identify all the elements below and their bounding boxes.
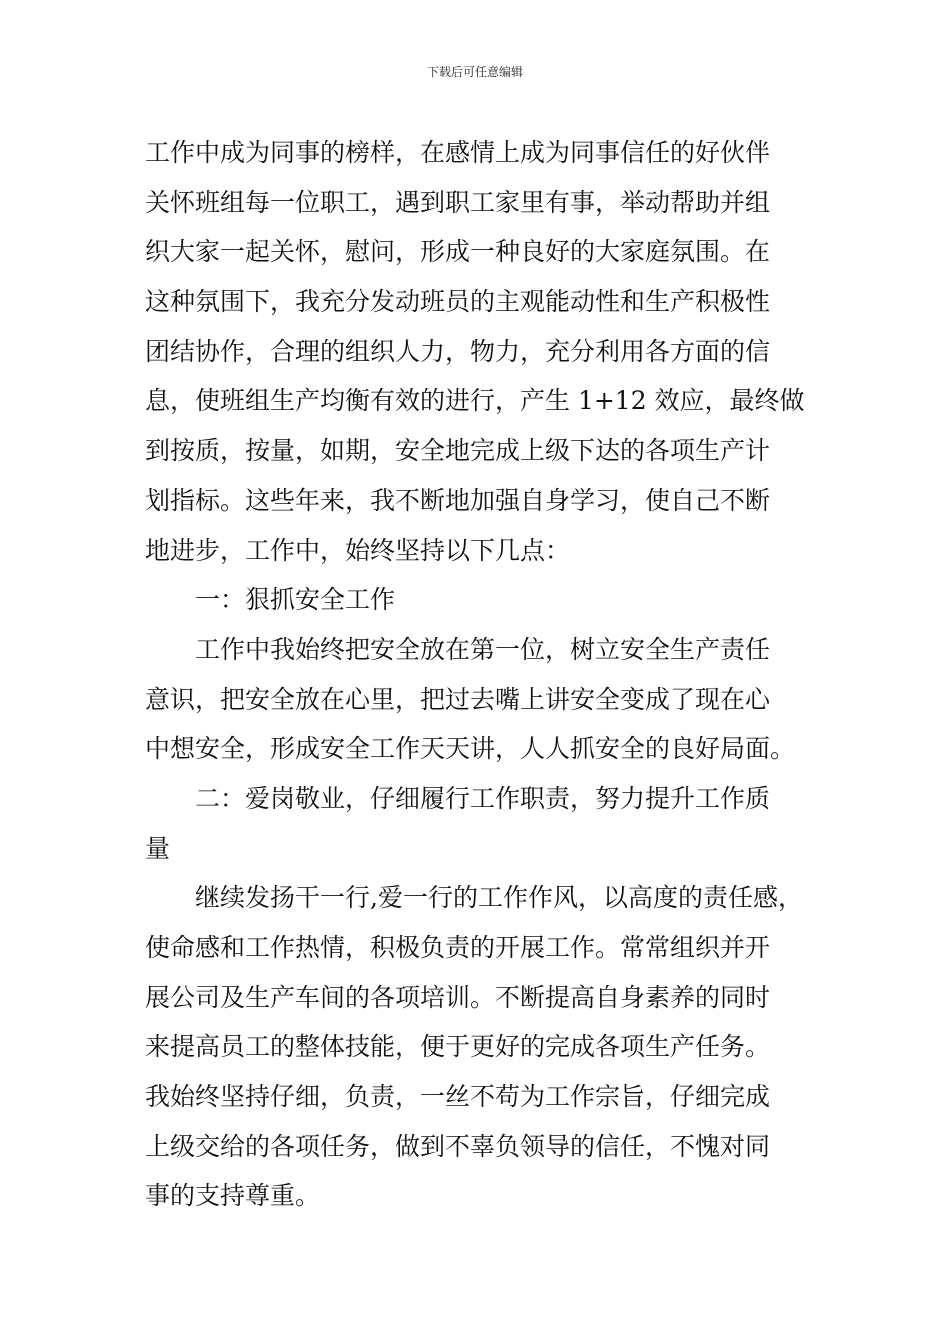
text-line: 工作中成为同事的榜样，在感情上成为同事信任的好伙伴 — [145, 138, 771, 167]
document-body — [145, 128, 815, 1221]
text-line: 工作中我始终把安全放在第一位，树立安全生产责任 — [195, 634, 771, 664]
text-line: 团结协作，合理的组织人力，物力，充分利用各方面的信 — [145, 336, 771, 366]
page-header: 下载后可任意编辑 — [426, 65, 523, 79]
text-line: 意识，把安全放在心里，把过去嘴上讲安全变成了现在心 — [145, 684, 771, 714]
section-heading-1: 一：狠抓安全工作 — [195, 585, 396, 615]
text-line: 事的支持尊重。 — [145, 1181, 321, 1211]
text-line: 息，使班组生产均衡有效的进行，产生 1+12 效应，最终做 — [145, 386, 805, 416]
text-line: 到按质，按量，如期，安全地完成上级下达的各项生产计 — [145, 436, 771, 466]
text-line: 中想安全，形成安全工作天天讲，人人抓安全的良好局面。 — [145, 734, 796, 764]
text-line: 划指标。这些年来，我不断地加强自身学习，使自己不断 — [145, 485, 771, 515]
text-line: 地进步，工作中，始终坚持以下几点： — [145, 535, 571, 565]
text-line: 关怀班组每一位职工，遇到职工家里有事，举动帮助并组 — [145, 187, 771, 217]
section-heading-2: 二：爱岗敬业，仔细履行工作职责，努力提升工作质 — [195, 783, 771, 813]
text-line: 来提高员工的整体技能，便于更好的完成各项生产任务。 — [145, 1032, 771, 1062]
text-line: 展公司及生产车间的各项培训。不断提高自身素养的同时 — [145, 982, 771, 1012]
text-line: 这种氛围下，我充分发动班员的主观能动性和生产积极性 — [145, 287, 771, 317]
section-heading-2-continued: 量 — [145, 833, 171, 863]
text-line: 上级交给的各项任务，做到不辜负领导的信任，不愧对同 — [145, 1131, 771, 1161]
text-line: 使命感和工作热情，积极负责的开展工作。常常组织并开 — [145, 933, 771, 962]
text-line: 我始终坚持仔细，负责，一丝不苟为工作宗旨，仔细完成 — [145, 1082, 771, 1112]
text-line: 织大家一起关怀，慰问，形成一种良好的大家庭氛围。在 — [145, 237, 771, 267]
text-line: 继续发扬干一行,爱一行的工作作风，以高度的责任感， — [195, 883, 803, 913]
